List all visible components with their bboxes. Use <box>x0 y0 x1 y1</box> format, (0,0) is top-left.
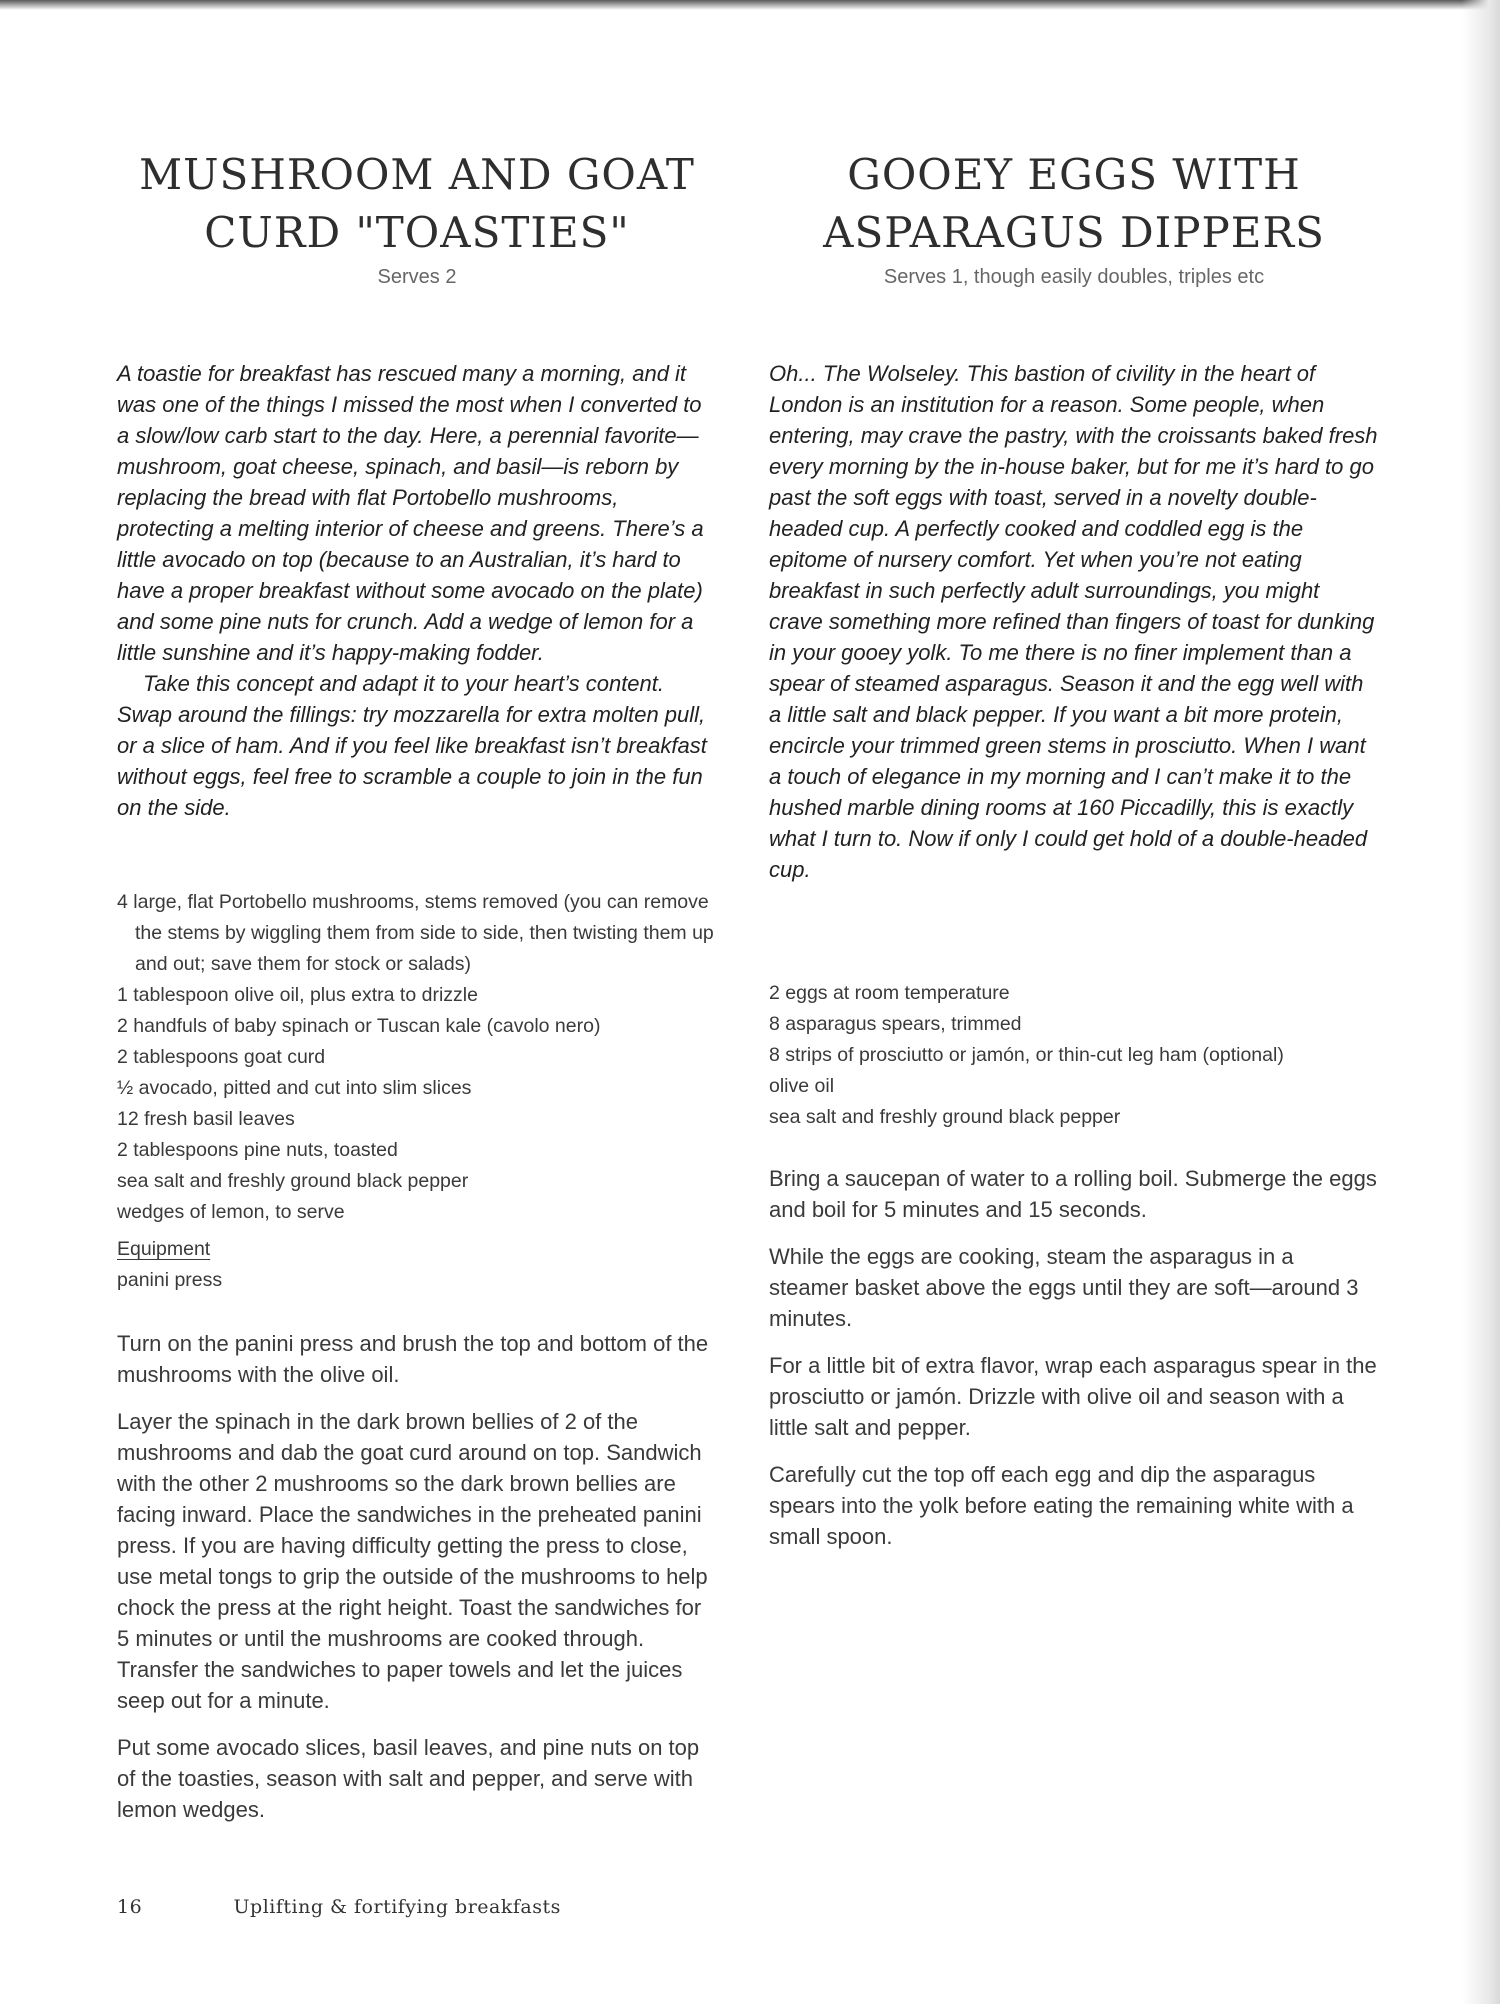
ingredient-item: 1 tablespoon olive oil, plus extra to drizzle <box>117 984 478 1006</box>
ingredient-item: olive oil <box>769 1075 835 1097</box>
page-number: 16 <box>117 1896 143 1918</box>
page-footer <box>117 1896 561 1918</box>
ingredient-list <box>769 978 1379 1133</box>
scan-edge-right <box>1462 0 1500 2004</box>
ingredient-item: sea salt and freshly ground black pepper <box>117 1170 469 1192</box>
method-step: Put some avocado slices, basil leaves, and pine nuts on top of the toasties, season with salt and pepper, and serve with lemon wedges. <box>117 1735 700 1822</box>
intro-paragraph: Oh... The Wolseley. This bastion of civility in the heart of London is an institution for a reason. Some people, when entering, may crave the pastry, with the croissants baked fresh every morning by the in-house baker, but for me it’s hard to go past the soft eggs with toast, served in a novelty double-headed cup. A perfectly cooked and coddled egg is the epitome of nursery comfort. Yet when you’re not eating breakfast in such perfectly adult surroundings, you might crave something more refined than fingers of toast for dunking in your gooey yolk. To me there is no finer implement than a spear of steamed asparagus. Season it and the egg well with a little salt and black pepper. If you want a bit more protein, encircle your trimmed green stems in prosciutto. When I want a touch of elegance in my morning and I can’t make it to the hushed marble dining rooms at 160 Piccadilly, this is exactly what I turn to. Now if only I could get hold of a double-headed cup. <box>769 361 1378 882</box>
recipe-intro <box>769 358 1379 885</box>
recipe-intro <box>117 358 717 823</box>
ingredient-item: wedges of lemon, to serve <box>117 1201 345 1223</box>
method-step: For a little bit of extra flavor, wrap each asparagus spear in the prosciutto or jamón. Drizzle with olive oil and season with a little salt and pepper. <box>769 1353 1377 1440</box>
intro-paragraph: Take this concept and adapt it to your heart’s content. Swap around the fillings: try mozzarella for extra molten pull, or a slice of ham. And if you feel like breakfast isn’t breakfast without eggs, feel free to scramble a couple to join in the fun on the side. <box>117 671 707 820</box>
section-title: Uplifting & fortifying breakfasts <box>233 1896 561 1918</box>
ingredient-item: 2 handfuls of baby spinach or Tuscan kale (cavolo nero) <box>117 1015 601 1037</box>
method-step: Layer the spinach in the dark brown bellies of 2 of the mushrooms and dab the goat curd around on top. Sandwich with the other 2 mushrooms so the dark brown bellies are facing inward. Place the sandwiches in the preheated panini press. If you are having difficulty getting the press to close, use metal tongs to grip the outside of the mushrooms to help chock the press at the right height. Toast the sandwiches for 5 minutes or until the mushrooms are cooked through. Transfer the sandwiches to paper towels and let the juices seep out for a minute. <box>117 1409 708 1713</box>
intro-paragraph: A toastie for breakfast has rescued many a morning, and it was one of the things I missed the most when I converted to a slow/low carb start to the day. Here, a perennial favorite—mushroom, goat cheese, spinach, and basil—is reborn by replacing the bread with flat Portobello mushrooms, protecting a melting interior of cheese and greens. There’s a little avocado on top (because to an Australian, it’s hard to have a proper breakfast without some avocado on the plate) and some pine nuts for crunch. Add a wedge of lemon for a little sunshine and it’s happy-making fodder. <box>117 361 704 665</box>
method-steps <box>769 1163 1379 1568</box>
recipe-serves: Serves 1, though easily doubles, triples etc <box>883 266 1265 288</box>
equipment-item: panini press <box>117 1269 223 1291</box>
ingredient-list <box>117 887 717 1228</box>
ingredient-item: sea salt and freshly ground black pepper <box>769 1106 1121 1128</box>
recipe-title: GOOEY EGGS WITH ASPARAGUS DIPPERS <box>823 150 1325 257</box>
ingredient-item: ½ avocado, pitted and cut into slim slices <box>117 1077 472 1099</box>
method-step: Carefully cut the top off each egg and dip the asparagus spears into the yolk before eating the remaining white with a small spoon. <box>769 1462 1354 1549</box>
ingredient-item: 12 fresh basil leaves <box>117 1108 295 1130</box>
equipment-heading: Equipment <box>117 1238 211 1260</box>
ingredient-item: 4 large, flat Portobello mushrooms, stems removed (you can remove the stems by wiggling them from side to side, then twisting them up and out; save them for stock or salads) <box>117 891 714 975</box>
method-step: While the eggs are cooking, steam the asparagus in a steamer basket above the eggs until they are soft—around 3 minutes. <box>769 1244 1359 1331</box>
recipe-title: MUSHROOM AND GOAT CURD "TOASTIES" <box>139 150 695 257</box>
recipe-serves: Serves 2 <box>377 266 457 288</box>
ingredient-item: 2 tablespoons pine nuts, toasted <box>117 1139 398 1161</box>
method-step: Turn on the panini press and brush the top and bottom of the mushrooms with the olive oil. <box>117 1331 709 1387</box>
method-step: Bring a saucepan of water to a rolling boil. Submerge the eggs and boil for 5 minutes and 15 seconds. <box>769 1166 1377 1222</box>
ingredient-item: 8 asparagus spears, trimmed <box>769 1013 1022 1035</box>
method-steps <box>117 1328 717 1841</box>
ingredient-item: 2 tablespoons goat curd <box>117 1046 326 1068</box>
ingredient-item: 8 strips of prosciutto or jamón, or thin-cut leg ham (optional) <box>769 1044 1284 1066</box>
scan-edge-top <box>0 0 1500 10</box>
ingredient-item: 2 eggs at room temperature <box>769 982 1010 1004</box>
